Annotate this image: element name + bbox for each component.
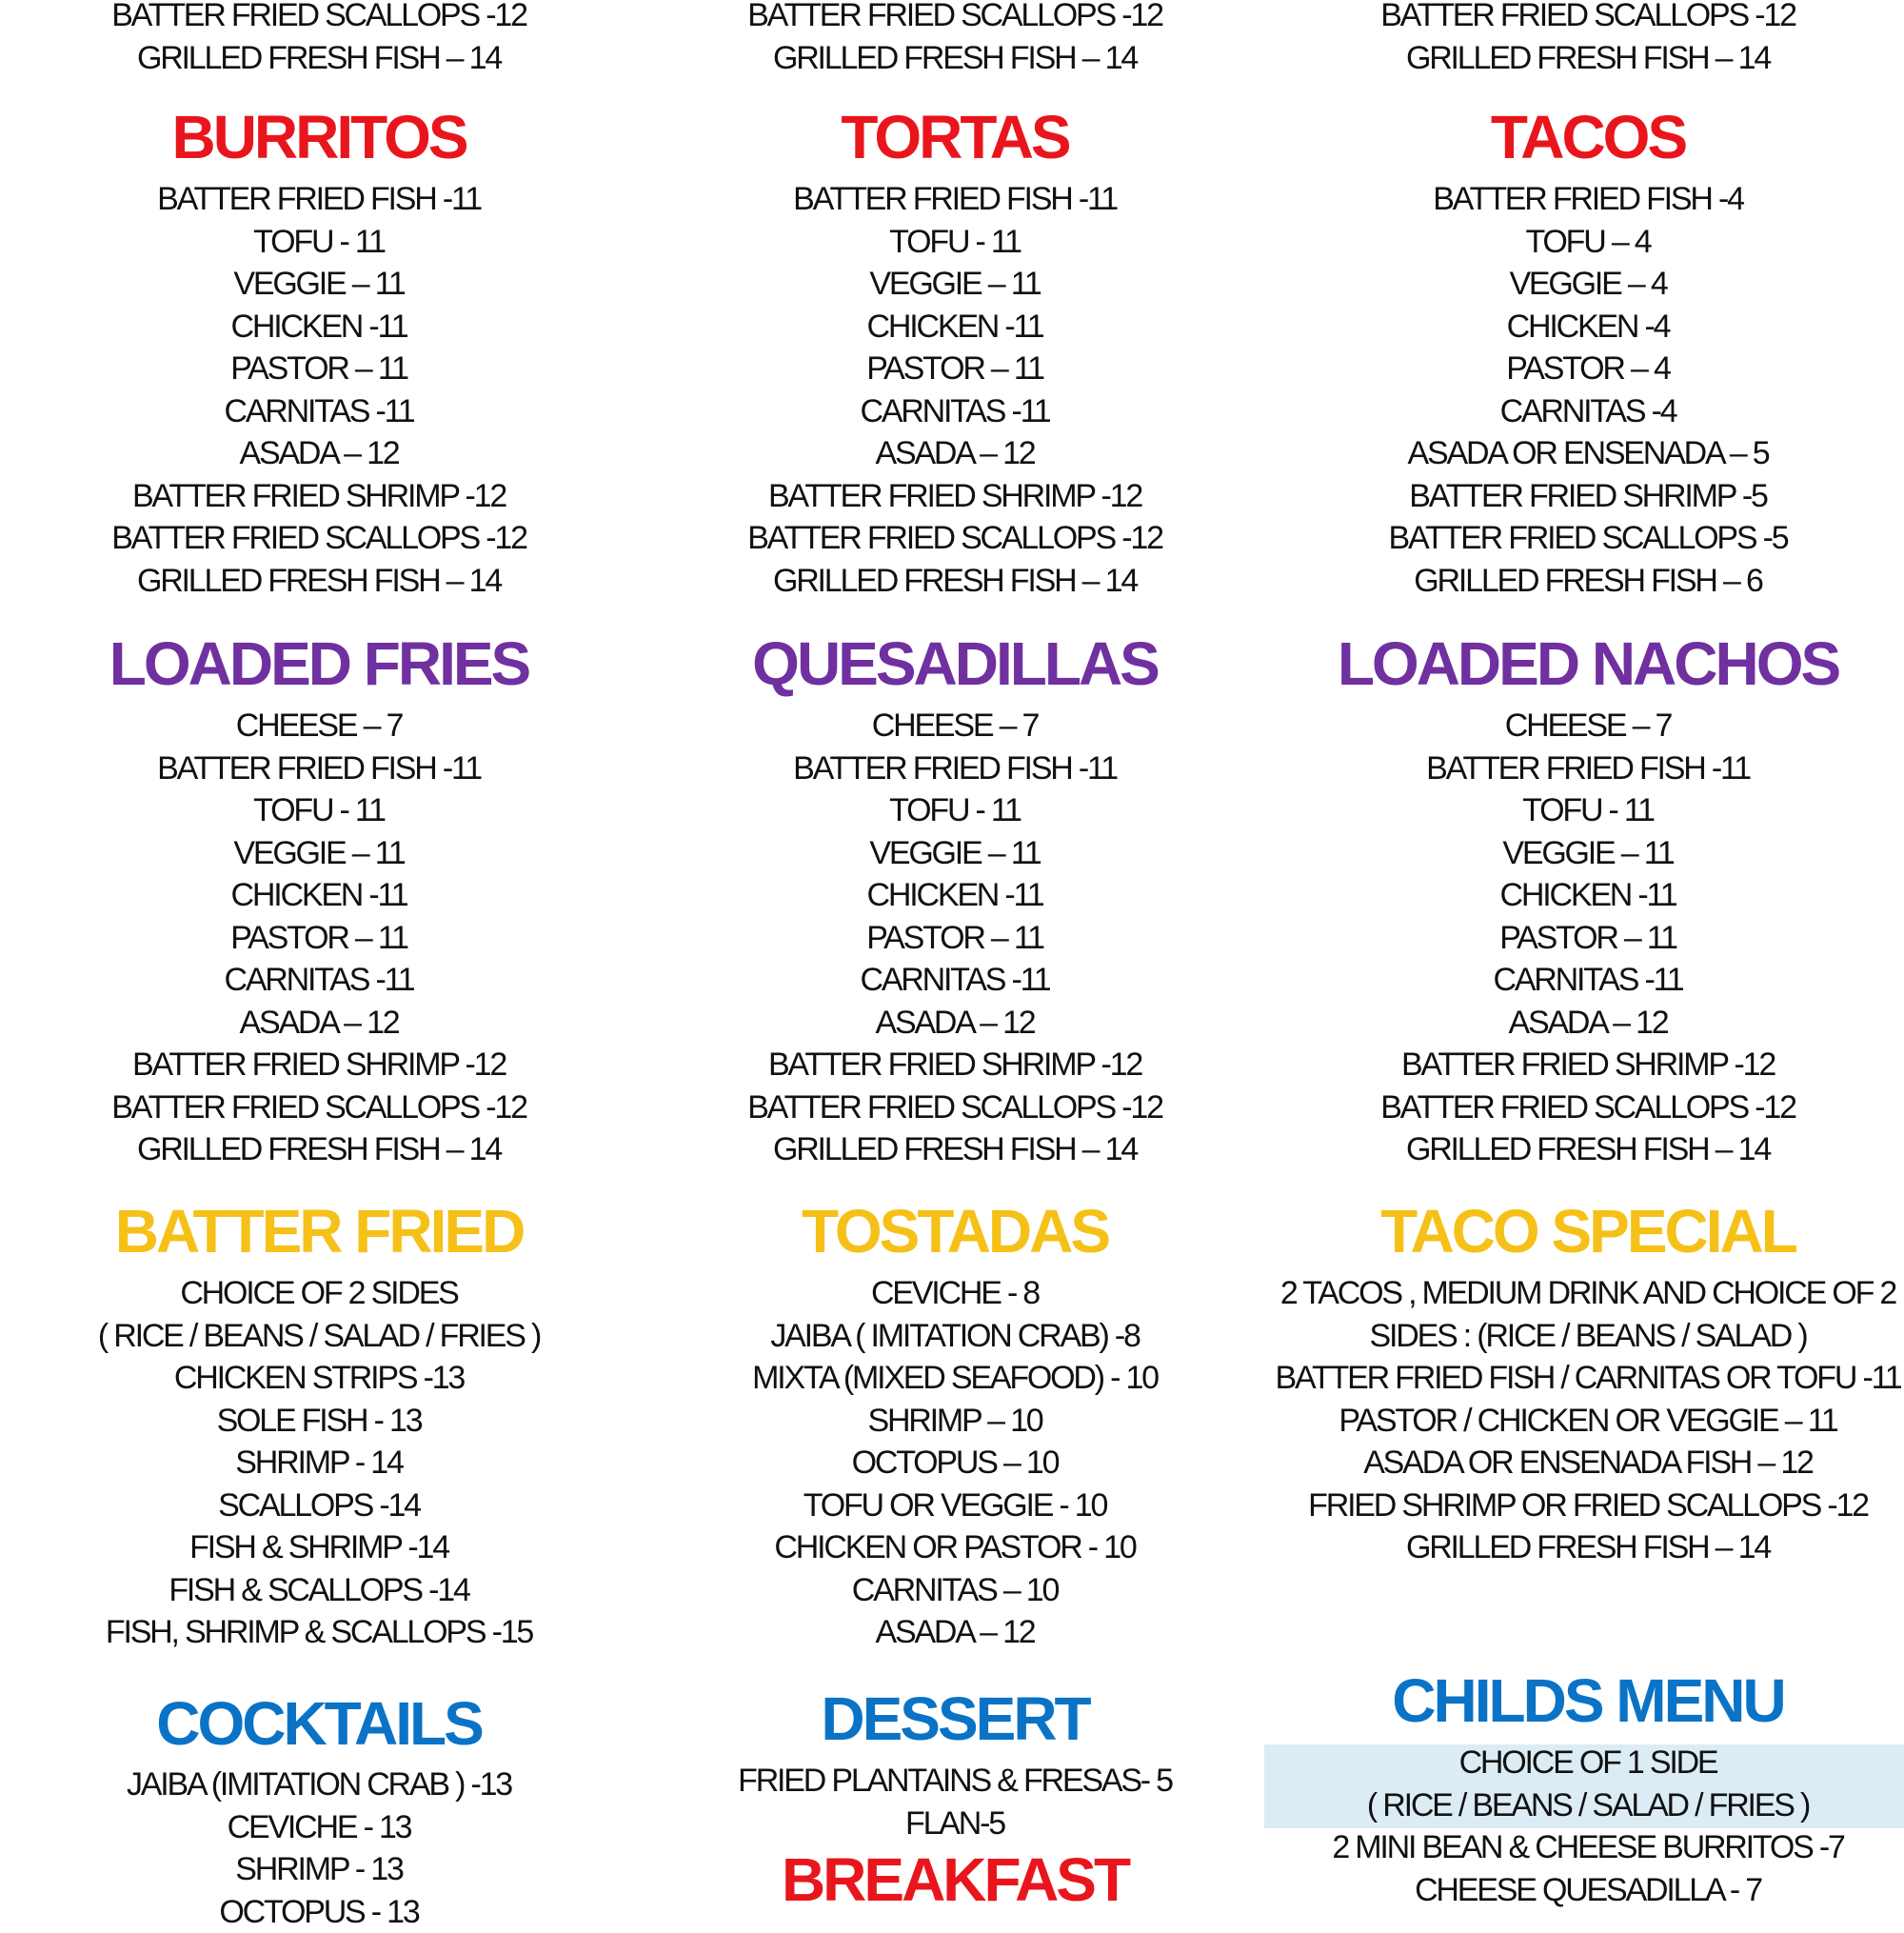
menu-item: TOFU - 11: [0, 789, 638, 832]
menu-item: FLAN-5: [638, 1803, 1272, 1845]
menu-item: CHICKEN STRIPS -13: [0, 1357, 638, 1400]
menu-item: GRILLED FRESH FISH – 14: [638, 37, 1272, 80]
menu-item: BATTER FRIED SCALLOPS -5: [1272, 517, 1904, 560]
menu-item: ASADA – 12: [1272, 1002, 1904, 1045]
menu-item: CHEESE – 7: [0, 705, 638, 747]
menu-item: JAIBA (IMITATION CRAB ) -13: [0, 1764, 638, 1806]
section-title-quesadillas: QUESADILLAS: [638, 626, 1272, 702]
menu-item: ( RICE / BEANS / SALAD / FRIES ): [1272, 1784, 1904, 1827]
menu-item: GRILLED FRESH FISH – 14: [638, 560, 1272, 603]
menu-item: BATTER FRIED SCALLOPS -12: [1272, 1086, 1904, 1129]
menu-item: BATTER FRIED FISH / CARNITAS OR TOFU -11: [1272, 1357, 1904, 1400]
menu-item: SHRIMP - 14: [0, 1442, 638, 1485]
top-list-right: [1272, 0, 1904, 79]
menu-column-center: [638, 0, 1272, 1904]
menu-item: BATTER FRIED FISH -11: [0, 747, 638, 790]
section-title-loaded-nachos: LOADED NACHOS: [1272, 626, 1904, 702]
menu-item: GRILLED FRESH FISH – 14: [638, 1128, 1272, 1171]
menu-item: ASADA – 12: [638, 1611, 1272, 1654]
menu-item: BATTER FRIED FISH -4: [1272, 178, 1904, 221]
menu-item: OCTOPUS – 10: [638, 1442, 1272, 1485]
menu-item: TOFU - 11: [1272, 789, 1904, 832]
menu-item: 2 TACOS , MEDIUM DRINK AND CHOICE OF 2: [1272, 1272, 1904, 1315]
menu-item: CHICKEN -11: [0, 874, 638, 917]
menu-item: JAIBA ( IMITATION CRAB) -8: [638, 1315, 1272, 1358]
menu-item: CARNITAS -11: [0, 390, 638, 433]
menu-item: 2 MINI BEAN & CHEESE BURRITOS -7: [1272, 1826, 1904, 1869]
tortas-list: [638, 178, 1272, 602]
menu-item: MIXTA (MIXED SEAFOOD) - 10: [638, 1357, 1272, 1400]
menu-item: CARNITAS – 10: [638, 1569, 1272, 1612]
menu-item: SOLE FISH - 13: [0, 1400, 638, 1443]
menu-item: BATTER FRIED SCALLOPS -12: [638, 0, 1272, 37]
menu-item: CHEESE – 7: [638, 705, 1272, 747]
section-title-dessert: DESSERT: [638, 1681, 1272, 1757]
menu-item: FISH, SHRIMP & SCALLOPS -15: [0, 1611, 638, 1654]
menu-item: GRILLED FRESH FISH – 14: [0, 37, 638, 80]
menu-item: GRILLED FRESH FISH – 14: [0, 1128, 638, 1171]
menu-item: CHEESE – 7: [1272, 705, 1904, 747]
section-title-batter-fried: BATTER FRIED: [0, 1193, 638, 1269]
menu-item: CHICKEN -11: [1272, 874, 1904, 917]
menu-item: CARNITAS -11: [638, 959, 1272, 1002]
menu-item: CHEESE QUESADILLA - 7: [1272, 1869, 1904, 1912]
section-title-breakfast: BREAKFAST: [638, 1842, 1272, 1918]
menu-item: ASADA – 12: [0, 1002, 638, 1045]
menu-item: GRILLED FRESH FISH – 14: [0, 560, 638, 603]
loaded-fries-list: [0, 705, 638, 1171]
menu-item: BATTER FRIED SCALLOPS -12: [1272, 0, 1904, 37]
menu-item: ASADA OR ENSENADA FISH – 12: [1272, 1442, 1904, 1485]
menu-item: GRILLED FRESH FISH – 14: [1272, 1128, 1904, 1171]
menu-item: BATTER FRIED FISH -11: [638, 747, 1272, 790]
menu-item: PASTOR – 11: [638, 917, 1272, 960]
menu-item: BATTER FRIED SCALLOPS -12: [0, 517, 638, 560]
menu-item: PASTOR – 11: [0, 917, 638, 960]
menu-item: TOFU - 11: [0, 221, 638, 264]
menu-item: GRILLED FRESH FISH – 14: [1272, 1526, 1904, 1569]
section-title-cocktails: COCKTAILS: [0, 1685, 638, 1762]
menu-item: PASTOR – 11: [1272, 917, 1904, 960]
menu-item: BATTER FRIED SCALLOPS -12: [0, 0, 638, 37]
tostadas-list: [638, 1272, 1272, 1654]
tacos-list: [1272, 178, 1904, 602]
taco-special-list: [1272, 1272, 1904, 1569]
menu-item: VEGGIE – 11: [638, 263, 1272, 306]
menu-item: ASADA – 12: [0, 432, 638, 475]
menu-item: CHICKEN OR PASTOR - 10: [638, 1526, 1272, 1569]
menu-item: FISH & SCALLOPS -14: [0, 1569, 638, 1612]
menu-item: PASTOR / CHICKEN OR VEGGIE – 11: [1272, 1400, 1904, 1443]
section-title-tacos: TACOS: [1272, 99, 1904, 175]
menu-item: VEGGIE – 11: [0, 832, 638, 875]
menu-item: BATTER FRIED FISH -11: [0, 178, 638, 221]
menu-item: OCTOPUS - 13: [0, 1891, 638, 1933]
menu-item: TOFU – 4: [1272, 221, 1904, 264]
section-title-tortas: TORTAS: [638, 99, 1272, 175]
menu-item: VEGGIE – 11: [0, 263, 638, 306]
menu-item: CHICKEN -4: [1272, 306, 1904, 349]
menu-item: VEGGIE – 4: [1272, 263, 1904, 306]
menu-item: BATTER FRIED SHRIMP -12: [0, 1044, 638, 1086]
menu-item: FRIED SHRIMP OR FRIED SCALLOPS -12: [1272, 1485, 1904, 1527]
menu-item: SCALLOPS -14: [0, 1485, 638, 1527]
loaded-nachos-list: [1272, 705, 1904, 1171]
menu-item: BATTER FRIED SHRIMP -12: [1272, 1044, 1904, 1086]
menu-item: CARNITAS -11: [0, 959, 638, 1002]
menu-item: CEVICHE - 8: [638, 1272, 1272, 1315]
menu-item: BATTER FRIED SHRIMP -12: [0, 475, 638, 518]
menu-item: TOFU - 11: [638, 789, 1272, 832]
menu-item: FRIED PLANTAINS & FRESAS- 5: [638, 1760, 1272, 1803]
menu-item: BATTER FRIED FISH -11: [638, 178, 1272, 221]
menu-column-left: [0, 0, 638, 1904]
menu-item: CEVICHE - 13: [0, 1806, 638, 1849]
menu-item: ASADA OR ENSENADA – 5: [1272, 432, 1904, 475]
menu-item: BATTER FRIED SHRIMP -12: [638, 475, 1272, 518]
menu-item: BATTER FRIED FISH -11: [1272, 747, 1904, 790]
menu-item: PASTOR – 4: [1272, 348, 1904, 390]
quesadillas-list: [638, 705, 1272, 1171]
menu-item: BATTER FRIED SCALLOPS -12: [638, 1086, 1272, 1129]
menu-item: CARNITAS -11: [638, 390, 1272, 433]
menu-item: CHOICE OF 2 SIDES: [0, 1272, 638, 1315]
menu-item: GRILLED FRESH FISH – 6: [1272, 560, 1904, 603]
section-title-taco-special: TACO SPECIAL: [1272, 1193, 1904, 1269]
menu-item: BATTER FRIED SCALLOPS -12: [638, 517, 1272, 560]
section-title-burritos: BURRITOS: [0, 99, 638, 175]
menu-item: ASADA – 12: [638, 432, 1272, 475]
section-title-tostadas: TOSTADAS: [638, 1193, 1272, 1269]
menu-item: VEGGIE – 11: [1272, 832, 1904, 875]
menu-item: SHRIMP – 10: [638, 1400, 1272, 1443]
batter-fried-list: [0, 1272, 638, 1654]
menu-item: TOFU OR VEGGIE - 10: [638, 1485, 1272, 1527]
dessert-list: [638, 1760, 1272, 1844]
section-title-loaded-fries: LOADED FRIES: [0, 626, 638, 702]
menu-item: CARNITAS -4: [1272, 390, 1904, 433]
menu-item: BATTER FRIED SHRIMP -5: [1272, 475, 1904, 518]
menu-item: VEGGIE – 11: [638, 832, 1272, 875]
menu-item: ( RICE / BEANS / SALAD / FRIES ): [0, 1315, 638, 1358]
menu-item: ASADA – 12: [638, 1002, 1272, 1045]
menu-item: CHOICE OF 1 SIDE: [1272, 1742, 1904, 1784]
top-list-center: [638, 0, 1272, 79]
menu-item: FISH & SHRIMP -14: [0, 1526, 638, 1569]
menu-item: CARNITAS -11: [1272, 959, 1904, 1002]
menu-item: PASTOR – 11: [638, 348, 1272, 390]
menu-item: BATTER FRIED SHRIMP -12: [638, 1044, 1272, 1086]
burritos-list: [0, 178, 638, 602]
section-title-childs-menu: CHILDS MENU: [1272, 1663, 1904, 1739]
top-list-left: [0, 0, 638, 79]
menu-item: CHICKEN -11: [0, 306, 638, 349]
menu-item: CHICKEN -11: [638, 874, 1272, 917]
menu-item: SIDES : (RICE / BEANS / SALAD ): [1272, 1315, 1904, 1358]
menu-item: PASTOR – 11: [0, 348, 638, 390]
menu-item: SHRIMP - 13: [0, 1848, 638, 1891]
cocktails-list: [0, 1764, 638, 1933]
menu-item: BATTER FRIED SCALLOPS -12: [0, 1086, 638, 1129]
menu-item: GRILLED FRESH FISH – 14: [1272, 37, 1904, 80]
menu-column-right: [1272, 0, 1904, 1904]
childs-menu-list: [1272, 1742, 1904, 1911]
menu-item: TOFU - 11: [638, 221, 1272, 264]
menu-item: CHICKEN -11: [638, 306, 1272, 349]
